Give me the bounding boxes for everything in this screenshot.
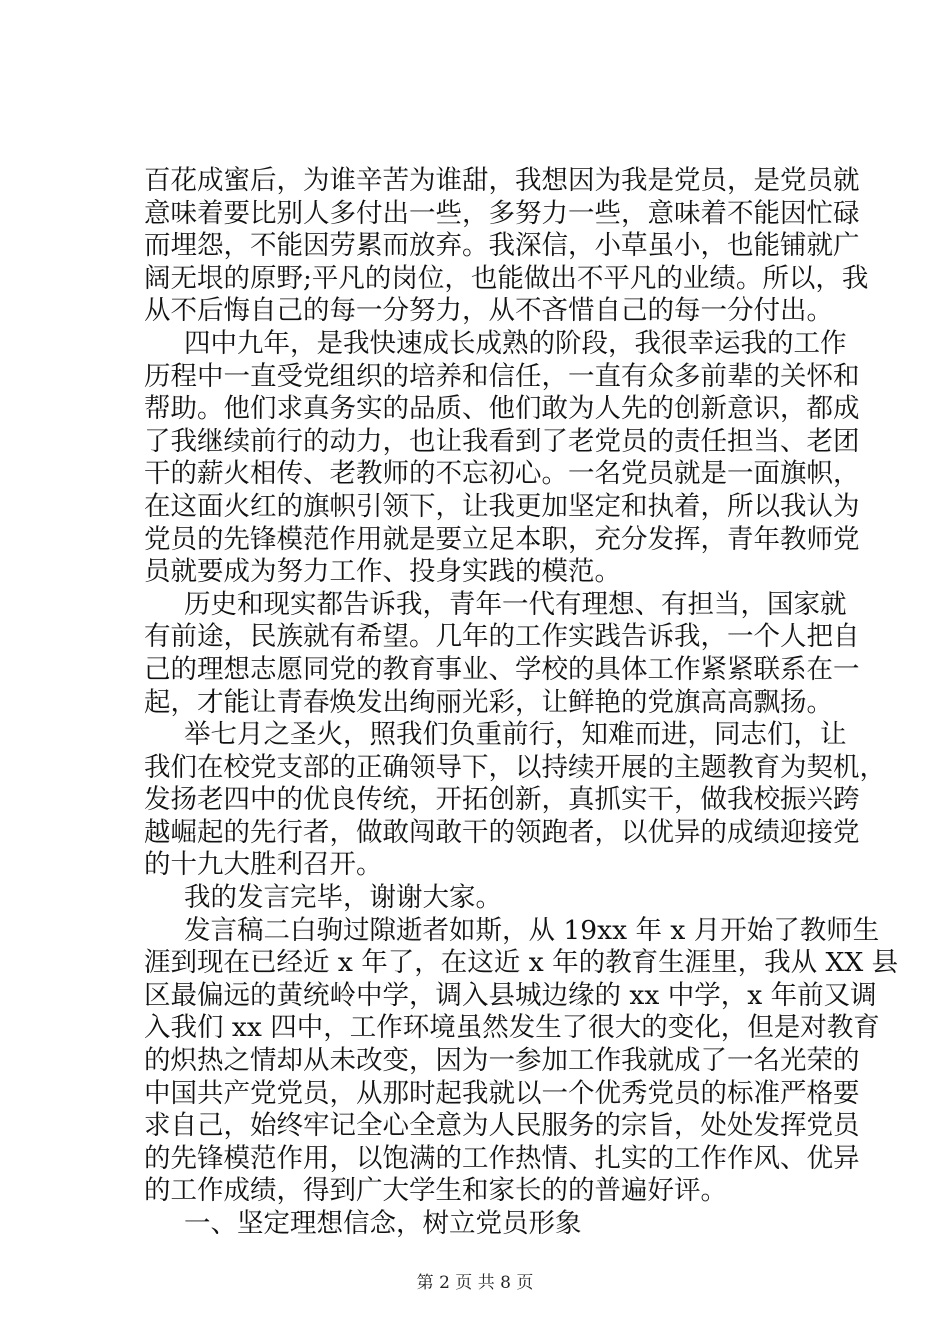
text-line: 的十九大胜利召开。 <box>144 849 383 881</box>
text-line: 己的理想志愿同党的教育事业、学校的具体工作紧紧联系在一 <box>144 653 860 685</box>
text-line: 而埋怨，不能因劳累而放弃。我深信，小草虽小，也能铺就广 <box>144 230 860 262</box>
text-line: 意味着要比别人多付出一些，多努力一些，意味着不能因忙碌 <box>144 197 860 229</box>
text-line: 在这面火红的旗帜引领下，让我更加坚定和执着，所以我认为 <box>144 490 860 522</box>
text-line: 我们在校党支部的正确领导下，以持续开展的主题教育为契机， <box>144 751 886 783</box>
text-line: 四中九年，是我快速成长成熟的阶段，我很幸运我的工作 <box>184 327 847 359</box>
text-line: 一、坚定理想信念，树立党员形象 <box>184 1208 582 1239</box>
document-body <box>144 165 899 1241</box>
text-line: 百花成蜜后，为谁辛苦为谁甜，我想因为我是党员，是党员就 <box>144 165 860 196</box>
text-line: 了我继续前行的动力，也让我看到了老党员的责任担当、老团 <box>144 425 860 457</box>
text-line: 涯到现在已经近 x 年了，在这近 x 年的教育生涯里，我从 XX 县 <box>144 947 899 979</box>
page-footer: 第 2 页 共 8 页 <box>416 1273 534 1293</box>
text-line: 帮助。他们求真务实的品质、他们敢为人先的创新意识，都成 <box>144 393 860 425</box>
text-line: 干的薪火相传、老教师的不忘初心。一名党员就是一面旗帜， <box>144 458 860 490</box>
text-line: 举七月之圣火，照我们负重前行，知难而进，同志们，让 <box>184 719 847 751</box>
text-line: 的炽热之情却从未改变，因为一参加工作我就成了一名光荣的 <box>144 1045 860 1077</box>
text-line: 党员的先锋模范作用就是要立足本职，充分发挥，青年教师党 <box>144 523 860 555</box>
text-line: 起，才能让青春焕发出绚丽光彩，让鲜艳的党旗高高飘扬。 <box>144 686 833 718</box>
text-line: 的先锋模范作用，以饱满的工作热情、扎实的工作作风、优异 <box>144 1142 860 1174</box>
text-line: 历程中一直受党组织的培养和信任，一直有众多前辈的关怀和 <box>144 360 860 392</box>
text-line: 阔无垠的原野;平凡的岗位，也能做出不平凡的业绩。所以，我 <box>144 262 869 294</box>
text-line: 区最偏远的黄统岭中学，调入县城边缘的 xx 中学，x 年前又调 <box>144 979 877 1011</box>
text-line: 发言稿二白驹过隙逝者如斯，从 19xx 年 x 月开始了教师生 <box>184 914 880 946</box>
text-line: 的工作成绩，得到广大学生和家长的的普遍好评。 <box>144 1175 727 1207</box>
text-line: 中国共产党党员，从那时起我就以一个优秀党员的标准严格要 <box>144 1077 860 1109</box>
text-line: 历史和现实都告诉我，青年一代有理想、有担当，国家就 <box>184 588 847 620</box>
text-line: 发扬老四中的优良传统，开拓创新，真抓实干，做我校振兴跨 <box>144 784 860 816</box>
text-line: 入我们 xx 四中，工作环境虽然发生了很大的变化，但是对教育 <box>144 1012 880 1044</box>
text-line: 我的发言完毕，谢谢大家。 <box>184 882 502 914</box>
text-line: 有前途，民族就有希望。几年的工作实践告诉我，一个人把自 <box>144 621 860 653</box>
text-line: 从不后悔自己的每一分努力，从不吝惜自己的每一分付出。 <box>144 295 833 327</box>
text-line: 求自己，始终牢记全心全意为人民服务的宗旨，处处发挥党员 <box>144 1110 860 1142</box>
text-line: 越崛起的先行者，做敢闯敢干的领跑者，以优异的成绩迎接党 <box>144 816 860 848</box>
text-line: 员就要成为努力工作、投身实践的模范。 <box>144 556 621 588</box>
